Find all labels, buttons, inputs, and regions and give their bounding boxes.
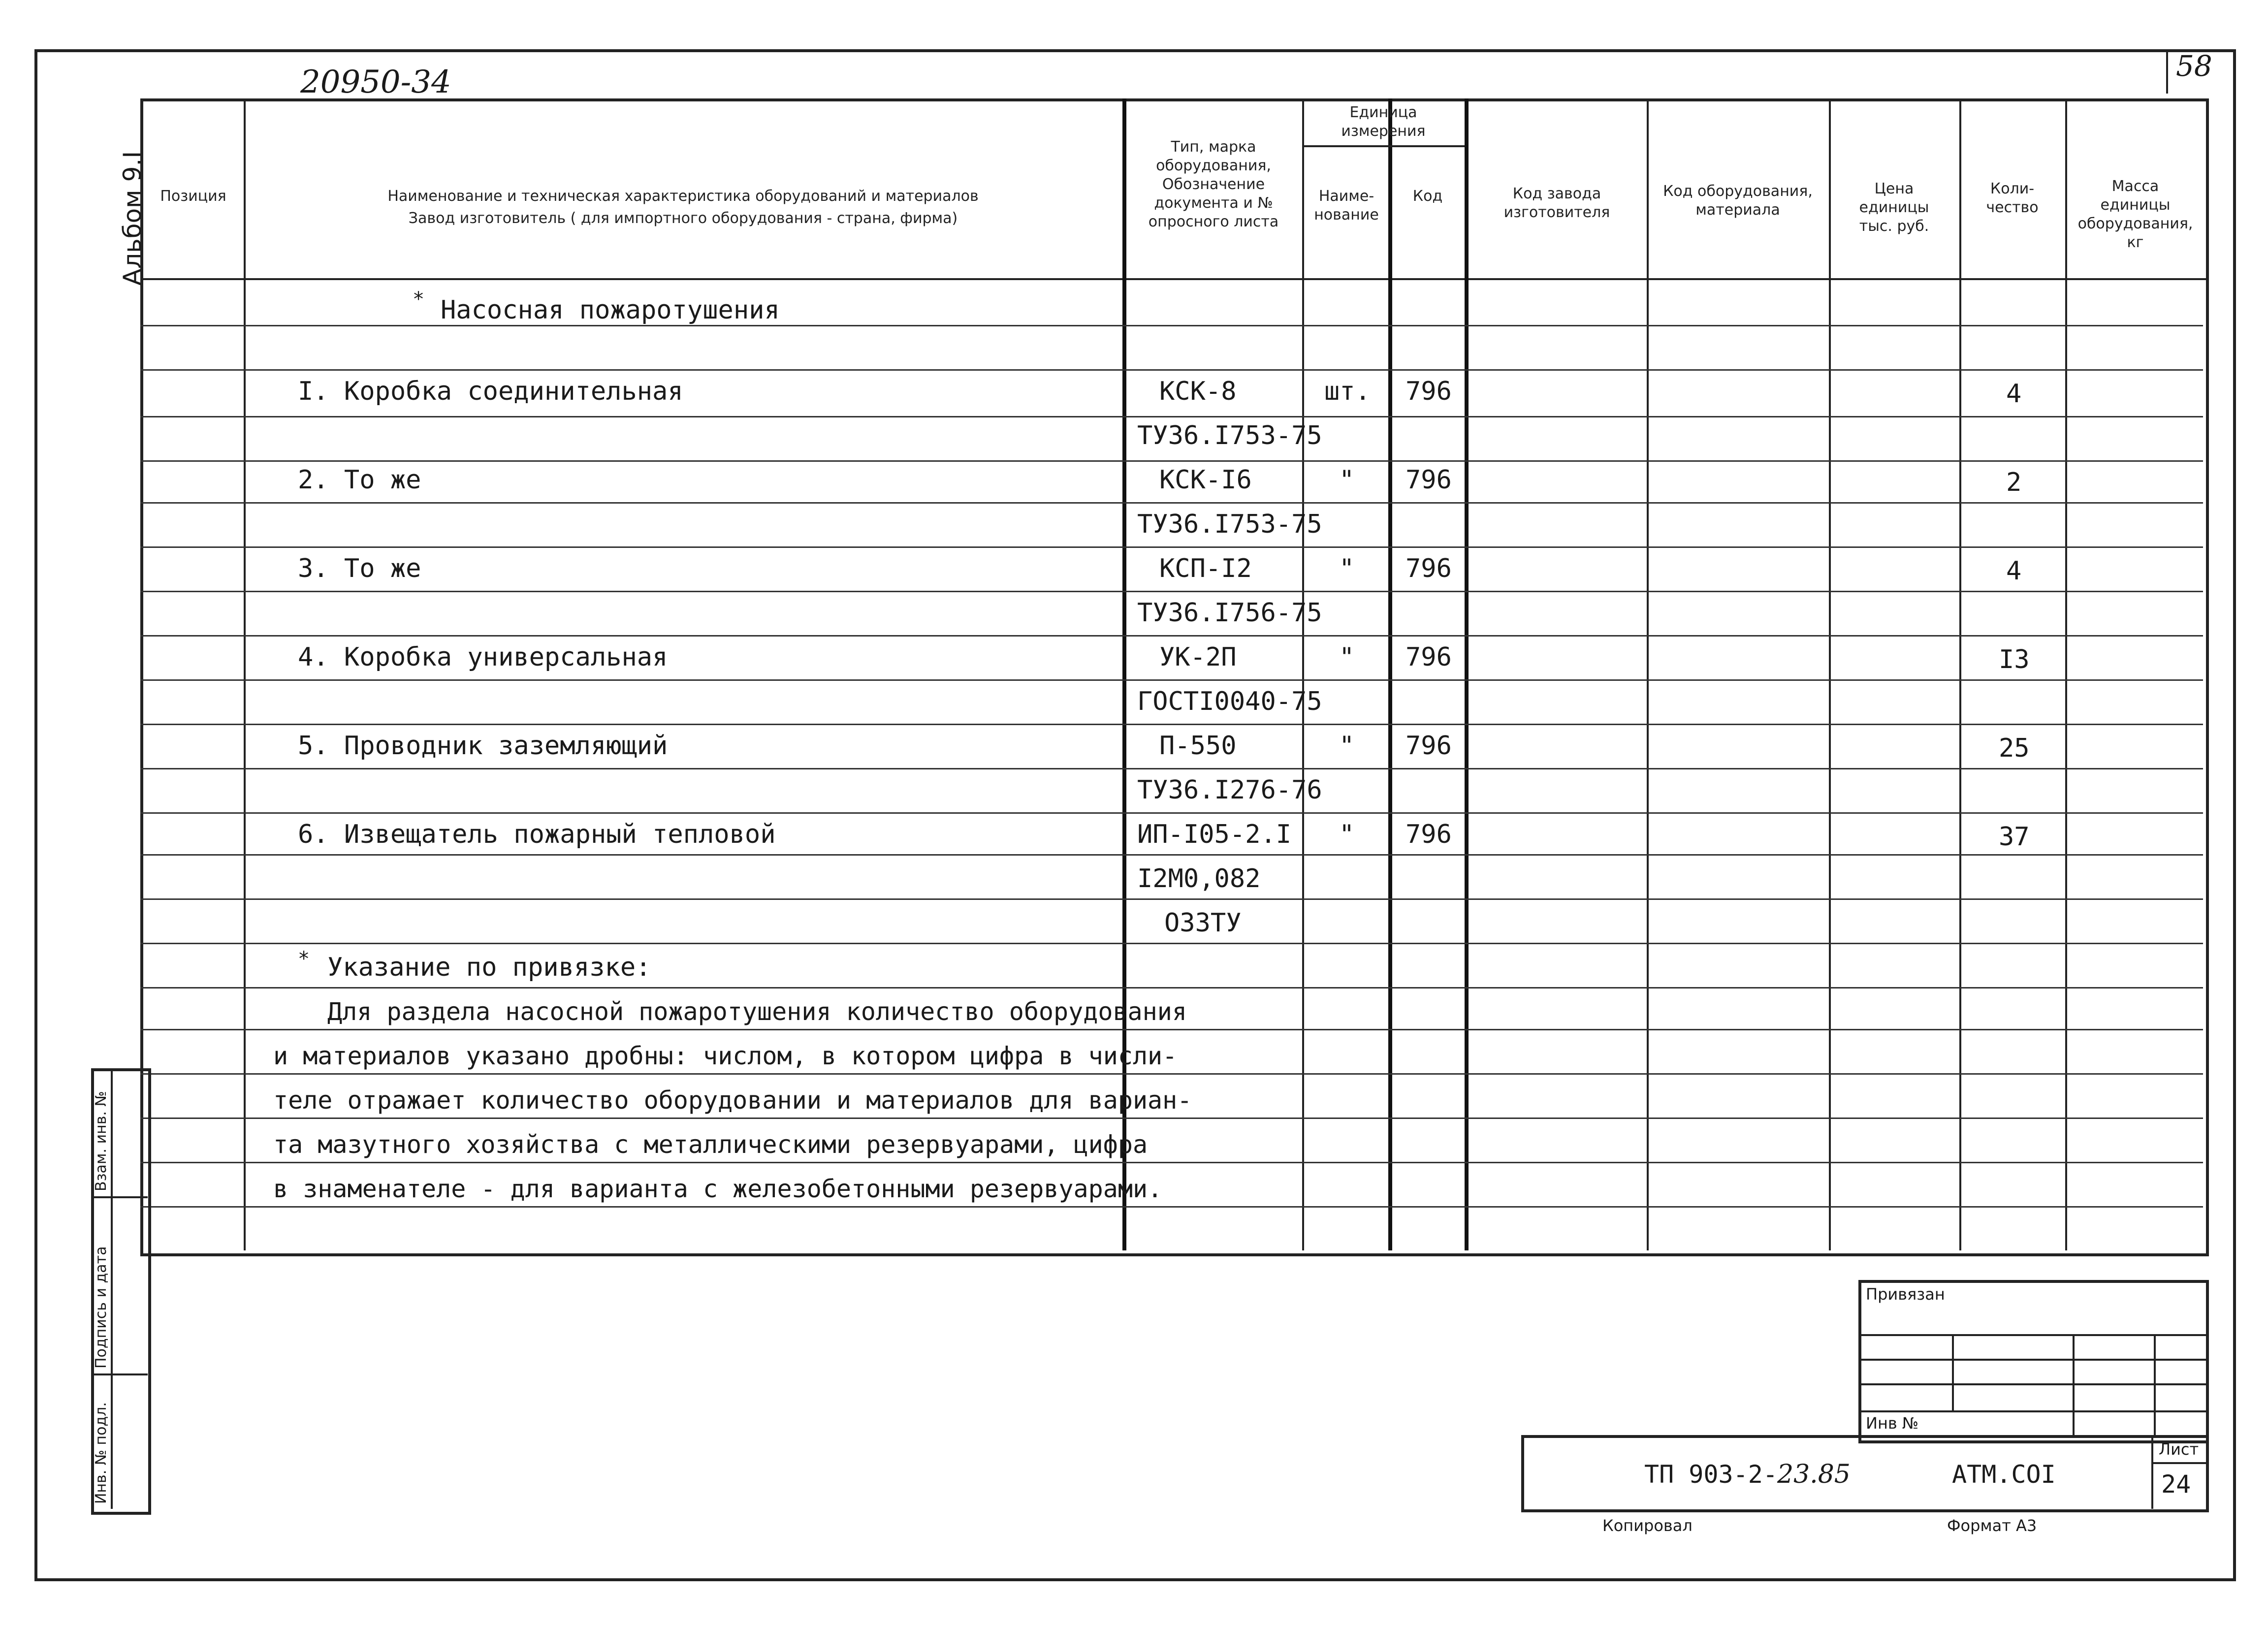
note-line: Для раздела насосной пожаротушения количество оборудования [327,997,1187,1026]
sheet-number: 24 [2161,1470,2191,1499]
col-line-3 [1302,98,1304,1250]
doc-code-year: 23.85 [1777,1460,1851,1489]
item-type-doc: I2М0,082 [1137,864,1261,894]
inv-podl-label: Инв. № подл. [93,1402,110,1504]
item-qty: 25 [1999,734,2030,763]
row-line [140,369,2203,371]
privyazan-col [2073,1334,2075,1437]
col-line-7 [1829,98,1831,1250]
copied-label: Копировал [1602,1516,1693,1535]
header-quantity-line: чество [1986,199,2039,216]
doc-number: 20950-34 [300,64,451,100]
doc-code: ТП 903-2- [1644,1460,1778,1489]
header-factory-code [1469,185,1644,222]
item-code: 796 [1406,465,1452,495]
header-name-line2: Завод изготовитель ( для импортного оборудования - страна, фирма) [408,210,958,227]
item-type-doc: О33ТУ [1164,908,1242,938]
note-line: и материалов указано дробны: числом, в котором цифра в числи- [273,1042,1178,1070]
row-line [140,1206,2203,1208]
corner-divider [2166,49,2168,94]
note-line: в знаменателе - для варианта с железобетонными резервуарами. [273,1175,1163,1203]
item-unit: " [1339,554,1355,583]
item-type: КСП-I2 [1159,554,1252,583]
header-unit-name [1305,187,1388,224]
header-equipment-code [1649,182,1826,220]
row-line [140,898,2203,900]
header-factory-line: Код завода [1512,185,1601,202]
header-unit-group [1305,103,1462,141]
header-factory-line: изготовителя [1503,204,1610,221]
note-title: Указание по привязке: [327,953,651,982]
list-label: Лист [2159,1440,2199,1459]
item-type-doc: ТУ36.I753-75 [1137,421,1322,450]
item-qty: 4 [2006,379,2022,409]
row-line [140,943,2203,944]
row-line [140,460,2203,462]
item-unit: " [1339,731,1355,761]
item-unit: " [1339,465,1355,495]
item-type: ИП-I05-2.I [1137,820,1292,849]
note-line: теле отражает количество оборудовании и материалов для вариан- [273,1086,1192,1115]
header-price-line: тыс. руб. [1859,218,1929,235]
section-asterisk: * [413,288,425,311]
row-line [140,502,2203,504]
item-name: I. Коробка соединительная [298,377,683,406]
item-type-doc: ТУ36.I756-75 [1137,598,1322,628]
row-line [140,1117,2203,1119]
item-code: 796 [1406,820,1452,849]
item-code: 796 [1406,377,1452,406]
podpis-label: Подпись и дата [93,1246,110,1369]
col-line-8 [1959,98,1961,1250]
header-name-line1: Наименование и техническая характеристика оборудований и материалов [387,188,979,205]
header-type-line: опросного листа [1148,213,1279,230]
header-price-line: Цена [1874,180,1914,197]
header-quantity [1962,180,2063,217]
item-unit: " [1339,820,1355,849]
page-corner-number: 58 [2176,49,2212,83]
header-price [1831,180,1957,236]
side-stamp-line [91,1373,148,1375]
col-line-2 [1122,98,1126,1250]
side-stamp-line [91,1196,148,1198]
item-name: 3. То же [298,554,421,583]
header-unit-code: Код [1412,188,1443,205]
item-name: 6. Извещатель пожарный тепловой [298,820,776,849]
row-line [140,325,2203,326]
side-stamp-divider [111,1068,113,1509]
row-line [140,987,2203,989]
row-line [140,724,2203,725]
section-heading: Насосная пожаротушения [441,295,780,325]
header-mass [2068,177,2203,252]
table-frame [140,98,2209,1256]
item-name: 2. То же [298,465,421,495]
album-label: Альбом 9.I [118,151,147,286]
header-equipment-line: Код оборудования, [1663,183,1813,200]
item-type-doc: ГОСТI0040-75 [1137,687,1322,716]
col-line-6 [1647,98,1649,1250]
header-type [1127,138,1300,231]
item-qty: I3 [1999,645,2030,674]
header-price-line: единицы [1859,199,1929,216]
row-line [140,768,2203,769]
privyazan-col [1952,1334,1954,1410]
stamp-block [1521,1435,2209,1512]
header-mass-line: оборудования, [2077,215,2193,232]
header-separator [140,278,2206,280]
col-line-1 [244,98,246,1250]
stamp-list-line [2151,1462,2206,1464]
item-unit: " [1339,642,1355,672]
stamp-divider [2151,1435,2153,1509]
row-line [140,1162,2203,1163]
header-unit-line: измерения [1341,123,1426,140]
header-unit-name-line: Наиме- [1318,188,1374,205]
atm-code: АТМ.СОI [1952,1460,2056,1489]
privyazan-col [2154,1334,2156,1437]
row-line [140,591,2203,592]
item-qty: 2 [2006,468,2022,497]
item-code: 796 [1406,554,1452,583]
col-line-5 [1465,98,1469,1250]
header-unit-line: Единица [1349,104,1417,121]
item-type: УК-2П [1159,642,1237,672]
item-qty: 4 [2006,556,2022,586]
item-type-doc: ТУ36.I276-76 [1137,775,1322,805]
header-unit-name-line: нование [1314,206,1379,223]
item-type-doc: ТУ36.I753-75 [1137,510,1322,539]
header-type-line: документа и № [1154,194,1273,212]
row-line [140,1029,2203,1030]
row-line [140,812,2203,814]
note-line: та мазутного хозяйства с металлическими резервуарами, цифра [273,1130,1148,1159]
format-label: Формат А3 [1947,1516,2037,1535]
row-line [140,679,2203,681]
row-line [140,635,2203,637]
item-name: 5. Проводник заземляющий [298,731,668,761]
col-line-4 [1388,98,1392,1250]
header-type-line: Обозначение [1162,176,1265,193]
header-mass-line: кг [2127,234,2144,251]
note-asterisk: * [298,948,310,970]
row-line [140,854,2203,856]
header-quantity-line: Коли- [1990,180,2035,197]
inv-no-label: Инв № [1866,1414,1919,1433]
item-unit: шт. [1324,377,1371,406]
item-type: КСК-8 [1159,377,1237,406]
item-qty: 37 [1999,822,2030,852]
item-code: 796 [1406,731,1452,761]
header-type-line: Тип, марка [1171,138,1256,156]
privyazan-label: Привязан [1866,1285,1945,1304]
header-type-line: оборудования, [1156,157,1271,174]
row-line [140,1073,2203,1075]
item-code: 796 [1406,642,1452,672]
item-type: П-550 [1159,731,1237,761]
header-mass-line: единицы [2100,196,2171,214]
header-equipment-line: материала [1695,201,1780,219]
col-line-9 [2065,98,2067,1250]
header-position: Позиция [160,188,226,205]
vzam-label: Взам. инв. № [93,1091,110,1191]
row-line [140,416,2203,417]
item-name: 4. Коробка универсальная [298,642,668,672]
unit-group-line [1302,145,1465,147]
header-mass-line: Масса [2111,178,2159,195]
row-line [140,546,2203,548]
item-type: КСК-I6 [1159,465,1252,495]
